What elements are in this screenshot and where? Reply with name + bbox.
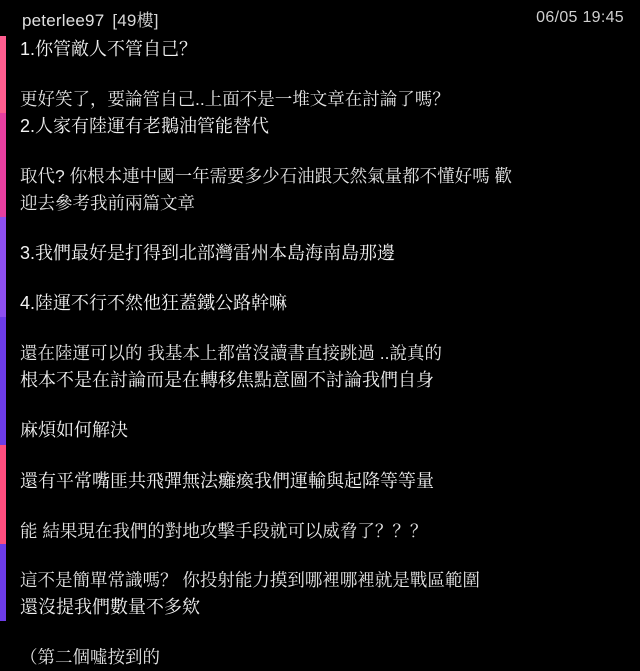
line-text: 根本不是在討論而是在轉移焦點意圖不討論我們自身 bbox=[20, 369, 434, 390]
line-text: 能 結果現在我們的對地攻擊手段就可以威脅了？？？ bbox=[20, 520, 428, 541]
line-text: （第二個噓按到的 bbox=[20, 647, 160, 668]
post-line-gap bbox=[0, 495, 640, 518]
post-author-block bbox=[22, 6, 159, 31]
post-line bbox=[0, 518, 640, 545]
line-text: 更好笑了，要論管自己..上面不是一堆文章在討論了嗎？ bbox=[20, 89, 450, 110]
line-text: 還沒提我們數量不多欸 bbox=[20, 597, 200, 618]
line-blank bbox=[6, 140, 35, 149]
line-text: 3.我們最好是打得到北部灣雷州本島海南島那邊 bbox=[20, 242, 396, 263]
post-line-gap bbox=[0, 217, 640, 240]
post-line bbox=[0, 163, 640, 190]
line-blank bbox=[6, 267, 35, 276]
line-blank bbox=[6, 445, 35, 454]
post-line bbox=[0, 367, 640, 394]
post-floor-number: [49樓] bbox=[112, 10, 159, 30]
post-line bbox=[0, 340, 640, 367]
line-text: 麻煩如何解決 bbox=[20, 420, 128, 441]
line-blank bbox=[6, 63, 35, 72]
line-text: 1.你管敵人不管自己？ bbox=[20, 39, 198, 59]
post-line bbox=[0, 468, 640, 495]
line-blank bbox=[6, 394, 35, 403]
post-line bbox=[0, 644, 640, 671]
line-text: 2.人家有陸運有老鵝油管能替代 bbox=[20, 115, 270, 136]
post-header bbox=[0, 0, 640, 34]
post-line-gap bbox=[0, 394, 640, 417]
post-line-gap bbox=[0, 445, 640, 468]
post-line-gap bbox=[0, 317, 640, 340]
line-text: 4.陸運不行不然他狂蓋鐵公路幹嘛 bbox=[20, 292, 288, 313]
line-blank bbox=[6, 544, 35, 553]
post-line-gap bbox=[0, 621, 640, 644]
post-line bbox=[0, 594, 640, 621]
line-text: 迎去參考我前兩篇文章 bbox=[20, 192, 195, 213]
line-blank bbox=[6, 621, 35, 630]
post-line-gap bbox=[0, 140, 640, 163]
post-body bbox=[0, 34, 640, 671]
post-line-gap bbox=[0, 267, 640, 290]
post-line bbox=[0, 86, 640, 113]
line-text: 這不是簡單常識嗎？ 你投射能力摸到哪裡哪裡就是戰區範圍 bbox=[20, 570, 480, 591]
line-blank bbox=[6, 217, 35, 226]
line-text: 取代? 你根本連中國一年需要多少石油跟天然氣量都不懂好嗎 歡 bbox=[20, 166, 512, 187]
post-line bbox=[0, 567, 640, 594]
line-text: 還有平常嘴匪共飛彈無法癱瘓我們運輸與起降等等量 bbox=[20, 470, 434, 491]
post-line bbox=[0, 240, 640, 267]
post-line-gap bbox=[0, 63, 640, 86]
line-blank bbox=[6, 317, 35, 326]
post-timestamp: 06/05 19:45 bbox=[536, 9, 624, 26]
post-line bbox=[0, 113, 640, 140]
post-line bbox=[0, 36, 640, 63]
post-line-gap bbox=[0, 544, 640, 567]
line-text: 還在陸運可以的 我基本上都當沒讀書直接跳過 ..說真的 bbox=[20, 343, 442, 364]
post-line bbox=[0, 290, 640, 317]
line-blank bbox=[6, 495, 35, 504]
post-line bbox=[0, 417, 640, 444]
post-line bbox=[0, 190, 640, 217]
post-author[interactable]: peterlee97 bbox=[22, 10, 105, 30]
